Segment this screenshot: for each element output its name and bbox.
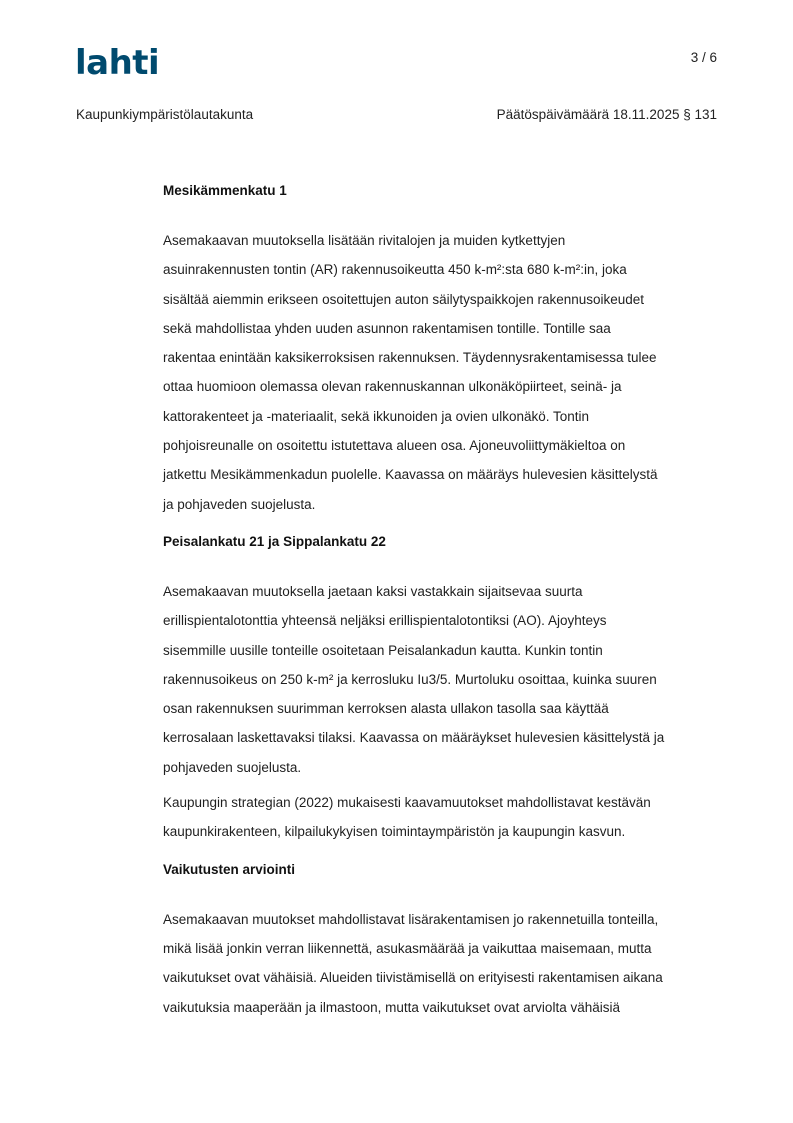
paragraph [163, 577, 723, 782]
text-line: rakentaa enintään kaksikerroksisen rakennuksen. Täydennysrakentamisessa tulee [163, 350, 657, 366]
text-line: pohjaveden suojelusta. [163, 759, 302, 775]
text-line: kaupunkirakenteen, kilpailukykyisen toimintaympäristön ja kaupungin kasvun. [163, 824, 626, 840]
text-line: vaikutukset ovat vähäisiä. Alueiden tiivistämisellä on erityisesti rakentamisen aikana [163, 970, 663, 986]
text-line: asuinrakennusten tontin (AR) rakennusoikeutta 450 k-m²:sta 680 k-m²:in, joka [163, 262, 627, 278]
organization-name: Kaupunkiympäristölautakunta [76, 107, 254, 122]
section-heading: Vaikutusten arviointi [163, 861, 296, 877]
document-body [163, 176, 723, 1026]
paragraph [163, 905, 723, 1022]
section-heading: Mesikämmenkatu 1 [163, 183, 287, 198]
text-line: pohjoisreunalle on osoitettu istutettava alueen osa. Ajoneuvoliittymäkieltoa on [163, 438, 626, 454]
text-line: kattorakenteet ja -materiaalit, sekä ikkunoiden ja ovien ulkonäkö. Tontin [163, 408, 590, 424]
text-line: Asemakaavan muutoksella lisätään rivitalojen ja muiden kytkettyjen [163, 233, 566, 248]
section-peisalankatu [163, 527, 723, 847]
paragraph [163, 788, 723, 847]
text-line: mikä lisää jonkin verran liikennettä, asukasmäärää ja vaikuttaa maisemaan, mutta [163, 940, 652, 956]
text-line: ottaa huomioon olemassa olevan rakennuskannan ulkonäköpiirteet, seinä- ja [163, 379, 622, 395]
text-line: sisältää aiemmin erikseen osoitettujen auton säilytyspaikkojen rakennusoikeudet [163, 291, 645, 307]
page-number: 3 / 6 [690, 50, 717, 65]
text-line: sisemmille uusille tonteille osoitetaan Peisalankadun kautta. Kunkin tontin [163, 642, 603, 658]
lahti-logo: lahti [75, 43, 160, 83]
text-line: ja pohjaveden suojelusta. [163, 496, 316, 512]
section-heading: Peisalankatu 21 ja Sippalankatu 22 [163, 533, 386, 549]
text-line: kerrosalaan laskettavaksi tilaksi. Kaavassa on määräykset hulevesien käsittelystä ja [163, 730, 665, 746]
text-line: Kaupungin strategian (2022) mukaisesti kaavamuutokset mahdollistavat kestävän [163, 795, 651, 811]
text-line: Asemakaavan muutoksella jaetaan kaksi vastakkain sijaitsevaa suurta [163, 583, 583, 599]
text-line: jatkettu Mesikämmenkadun puolelle. Kaavassa on määräys hulevesien käsittelystä [163, 467, 658, 483]
section-impact-assessment [163, 855, 723, 1022]
decision-date: Päätöspäivämäärä 18.11.2025 § 131 [496, 107, 717, 122]
text-line: sekä mahdollistaa yhden uuden asunnon rakentamisen tontille. Tontille saa [163, 320, 611, 336]
text-line: osan rakennuksen suurimman kerroksen alasta ullakon tasolla saa käyttää [163, 701, 609, 717]
text-line: Asemakaavan muutokset mahdollistavat lisärakentamisen jo rakennetuilla tonteilla, [163, 911, 659, 927]
section-mesikammenkatu [163, 176, 723, 519]
text-line: rakennusoikeus on 250 k-m² ja kerrosluku Iu3/5. Murtoluku osoittaa, kuinka suuren [163, 671, 657, 687]
paragraph [163, 226, 723, 519]
text-line: vaikutuksia maaperään ja ilmastoon, mutta vaikutukset ovat arviolta vähäisiä [163, 999, 620, 1015]
text-line: erillispientalotonttia yhteensä neljäksi erillispientalotontiksi (AO). Ajoyhteys [163, 613, 607, 629]
